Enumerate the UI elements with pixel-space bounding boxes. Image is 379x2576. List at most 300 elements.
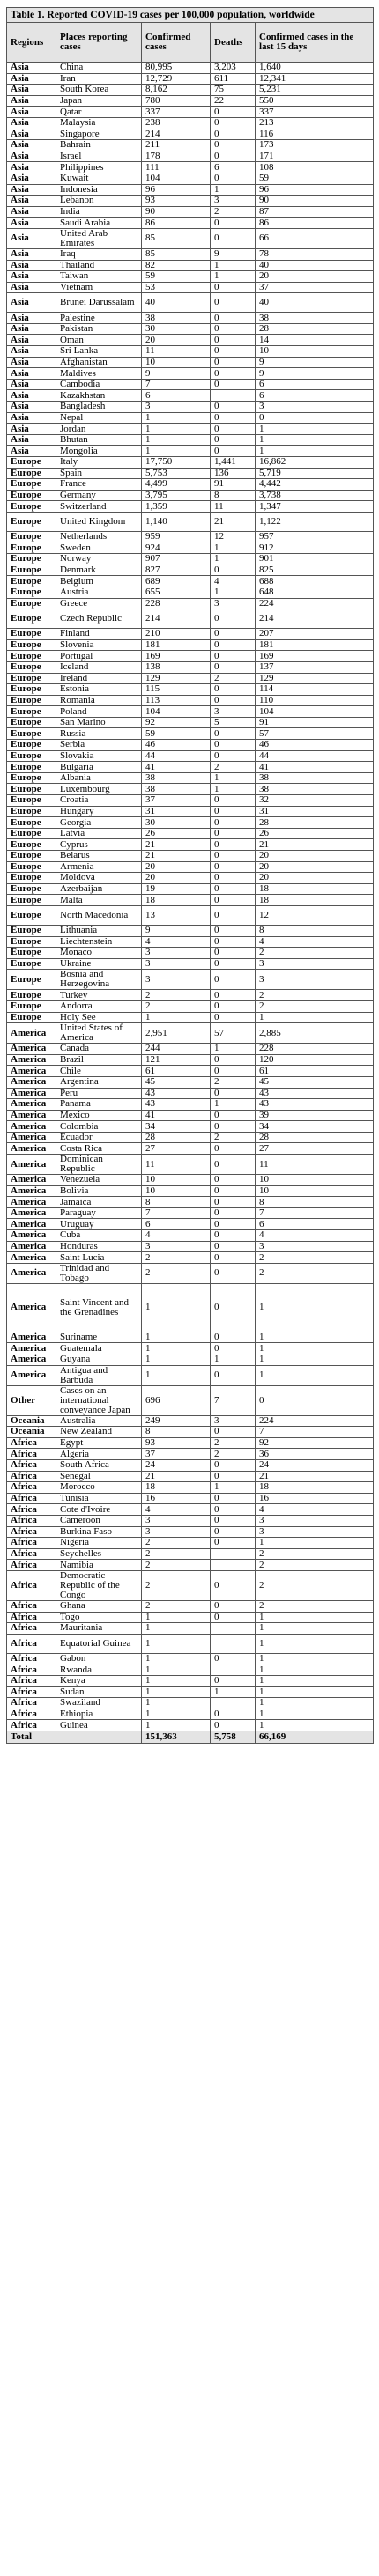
table-row: [7, 1612, 374, 1623]
deaths-cell: 57: [211, 1023, 256, 1044]
confirmed-cell: 4: [142, 1230, 211, 1242]
region-cell: Asia: [7, 85, 56, 96]
deaths-cell: 2: [211, 762, 256, 773]
table-row: [7, 861, 374, 873]
place-cell: North Macedonia: [56, 905, 142, 925]
last-15-days-cell: 173: [256, 140, 374, 151]
confirmed-cell: 59: [142, 271, 211, 283]
last-15-days-cell: 4,442: [256, 479, 374, 491]
table-row: [7, 490, 374, 501]
confirmed-cell: 181: [142, 639, 211, 651]
region-cell: Africa: [7, 1437, 56, 1449]
last-15-days-cell: 43: [256, 1099, 374, 1111]
table-row: [7, 218, 374, 229]
last-15-days-cell: 1: [256, 1687, 374, 1698]
table-row: [7, 1437, 374, 1449]
region-cell: Asia: [7, 218, 56, 229]
total-confirmed: 151,363: [142, 1731, 211, 1743]
deaths-cell: 0: [211, 1197, 256, 1208]
total-label: Total: [7, 1731, 56, 1743]
deaths-cell: 75: [211, 85, 256, 96]
confirmed-cell: 104: [142, 706, 211, 718]
confirmed-cell: 780: [142, 95, 211, 107]
confirmed-cell: 211: [142, 140, 211, 151]
last-15-days-cell: 1: [256, 1538, 374, 1549]
region-cell: America: [7, 1121, 56, 1133]
table-row: [7, 1471, 374, 1482]
last-15-days-cell: 129: [256, 673, 374, 684]
last-15-days-cell: 1,640: [256, 63, 374, 74]
last-15-days-cell: 912: [256, 543, 374, 554]
region-cell: Europe: [7, 661, 56, 673]
region-cell: Africa: [7, 1612, 56, 1623]
deaths-cell: 0: [211, 740, 256, 751]
confirmed-cell: 1: [142, 1698, 211, 1709]
confirmed-cell: 1: [142, 446, 211, 457]
deaths-cell: 0: [211, 1471, 256, 1482]
deaths-cell: 0: [211, 1207, 256, 1219]
region-cell: Africa: [7, 1623, 56, 1635]
confirmed-cell: 27: [142, 1143, 211, 1155]
place-cell: Ghana: [56, 1600, 142, 1612]
place-cell: Pakistan: [56, 323, 142, 335]
region-cell: Africa: [7, 1538, 56, 1549]
place-cell: Nigeria: [56, 1538, 142, 1549]
region-cell: Africa: [7, 1560, 56, 1571]
region-cell: Asia: [7, 63, 56, 74]
place-cell: Burkina Faso: [56, 1526, 142, 1538]
confirmed-cell: 93: [142, 196, 211, 207]
confirmed-cell: 6: [142, 390, 211, 402]
deaths-cell: [211, 390, 256, 402]
table-row: [7, 151, 374, 162]
confirmed-cell: 2: [142, 1570, 211, 1600]
place-cell: Denmark: [56, 565, 142, 576]
confirmed-cell: 121: [142, 1054, 211, 1066]
confirmed-cell: 249: [142, 1415, 211, 1427]
table-row: [7, 554, 374, 565]
confirmed-cell: 3,795: [142, 490, 211, 501]
header-row: [7, 23, 374, 63]
place-cell: Holy See: [56, 1012, 142, 1023]
confirmed-cell: 20: [142, 335, 211, 346]
confirmed-cell: 19: [142, 883, 211, 895]
confirmed-cell: 18: [142, 1482, 211, 1494]
table-row: [7, 1449, 374, 1460]
header-places: Places reporting cases: [56, 23, 142, 63]
last-15-days-cell: 57: [256, 728, 374, 740]
table-row: [7, 651, 374, 662]
deaths-cell: 9: [211, 248, 256, 260]
last-15-days-cell: 78: [256, 248, 374, 260]
place-cell: Mexico: [56, 1110, 142, 1121]
region-cell: Europe: [7, 861, 56, 873]
last-15-days-cell: 2: [256, 1000, 374, 1012]
confirmed-cell: 21: [142, 1471, 211, 1482]
place-cell: Venezuela: [56, 1175, 142, 1186]
deaths-cell: 0: [211, 1143, 256, 1155]
table-row: [7, 948, 374, 959]
region-cell: Europe: [7, 728, 56, 740]
region-cell: Africa: [7, 1515, 56, 1526]
region-cell: Europe: [7, 673, 56, 684]
place-cell: Cote d'Ivoire: [56, 1504, 142, 1516]
last-15-days-cell: 27: [256, 1143, 374, 1155]
region-cell: Africa: [7, 1653, 56, 1664]
table-row: [7, 1560, 374, 1571]
deaths-cell: 0: [211, 661, 256, 673]
table-row: [7, 795, 374, 807]
table-row: [7, 531, 374, 543]
deaths-cell: 0: [211, 1612, 256, 1623]
table-row: [7, 293, 374, 313]
last-15-days-cell: 1: [256, 1653, 374, 1664]
place-cell: Japan: [56, 95, 142, 107]
deaths-cell: 0: [211, 639, 256, 651]
place-cell: Lebanon: [56, 196, 142, 207]
deaths-cell: 0: [211, 684, 256, 696]
region-cell: Europe: [7, 839, 56, 851]
place-cell: Australia: [56, 1415, 142, 1427]
confirmed-cell: 20: [142, 861, 211, 873]
deaths-cell: 1: [211, 1044, 256, 1055]
confirmed-cell: 8,162: [142, 85, 211, 96]
last-15-days-cell: 181: [256, 639, 374, 651]
confirmed-cell: 214: [142, 609, 211, 629]
table-row: [7, 248, 374, 260]
table-row: [7, 1241, 374, 1252]
region-cell: Europe: [7, 990, 56, 1001]
place-cell: Seychelles: [56, 1548, 142, 1560]
region-cell: America: [7, 1185, 56, 1197]
deaths-cell: 0: [211, 1709, 256, 1720]
table-row: [7, 629, 374, 640]
last-15-days-cell: 6: [256, 379, 374, 390]
place-cell: Hungary: [56, 806, 142, 817]
place-cell: Malta: [56, 895, 142, 906]
table-row: [7, 184, 374, 196]
place-cell: Georgia: [56, 817, 142, 829]
last-15-days-cell: 688: [256, 576, 374, 587]
place-cell: South Korea: [56, 85, 142, 96]
last-15-days-cell: 4: [256, 936, 374, 948]
region-cell: America: [7, 1143, 56, 1155]
region-cell: Asia: [7, 402, 56, 413]
region-cell: Asia: [7, 446, 56, 457]
last-15-days-cell: 38: [256, 784, 374, 795]
last-15-days-cell: 21: [256, 1471, 374, 1482]
place-cell: Lithuania: [56, 925, 142, 936]
deaths-cell: 0: [211, 218, 256, 229]
deaths-cell: 0: [211, 1219, 256, 1230]
place-cell: Brazil: [56, 1054, 142, 1066]
last-15-days-cell: 3: [256, 958, 374, 970]
table-row: [7, 1343, 374, 1354]
deaths-cell: 0: [211, 873, 256, 884]
deaths-cell: 2: [211, 673, 256, 684]
place-cell: Peru: [56, 1088, 142, 1099]
confirmed-cell: 11: [142, 1155, 211, 1175]
place-cell: Mauritania: [56, 1623, 142, 1635]
confirmed-cell: 7: [142, 1207, 211, 1219]
deaths-cell: 0: [211, 1121, 256, 1133]
deaths-cell: 0: [211, 1427, 256, 1438]
table-row: [7, 990, 374, 1001]
region-cell: Asia: [7, 196, 56, 207]
confirmed-cell: 337: [142, 107, 211, 118]
region-cell: America: [7, 1263, 56, 1283]
last-15-days-cell: 1: [256, 1365, 374, 1385]
table-row: [7, 140, 374, 151]
confirmed-cell: 113: [142, 695, 211, 706]
last-15-days-cell: 1: [256, 434, 374, 446]
deaths-cell: 1: [211, 784, 256, 795]
deaths-cell: 0: [211, 357, 256, 368]
confirmed-cell: 2,951: [142, 1023, 211, 1044]
confirmed-cell: 1: [142, 1675, 211, 1687]
deaths-cell: 0: [211, 1343, 256, 1354]
table-row: [7, 1332, 374, 1343]
table-row: [7, 1230, 374, 1242]
region-cell: Europe: [7, 512, 56, 531]
last-15-days-cell: 169: [256, 651, 374, 662]
region-cell: Europe: [7, 851, 56, 862]
last-15-days-cell: 18: [256, 895, 374, 906]
deaths-cell: 0: [211, 323, 256, 335]
deaths-cell: 0: [211, 1000, 256, 1012]
table-row: [7, 1076, 374, 1088]
deaths-cell: 0: [211, 948, 256, 959]
confirmed-cell: 17,750: [142, 457, 211, 469]
last-15-days-cell: 3: [256, 970, 374, 990]
last-15-days-cell: 87: [256, 206, 374, 218]
table-row: [7, 1493, 374, 1504]
confirmed-cell: 129: [142, 673, 211, 684]
confirmed-cell: 1: [142, 424, 211, 435]
deaths-cell: 0: [211, 1155, 256, 1175]
confirmed-cell: 21: [142, 851, 211, 862]
deaths-cell: 0: [211, 402, 256, 413]
deaths-cell: 0: [211, 861, 256, 873]
table-row: [7, 85, 374, 96]
last-15-days-cell: 648: [256, 587, 374, 598]
region-cell: Europe: [7, 609, 56, 629]
confirmed-cell: 44: [142, 750, 211, 762]
place-cell: Belgium: [56, 576, 142, 587]
last-15-days-cell: 14: [256, 335, 374, 346]
region-cell: Europe: [7, 554, 56, 565]
deaths-cell: 0: [211, 293, 256, 313]
document-page: [6, 0, 373, 1744]
table-row: [7, 1526, 374, 1538]
place-cell: Kazakhstan: [56, 390, 142, 402]
place-cell: Indonesia: [56, 184, 142, 196]
place-cell: Maldives: [56, 368, 142, 380]
last-15-days-cell: 43: [256, 1088, 374, 1099]
place-cell: Bulgaria: [56, 762, 142, 773]
deaths-cell: 0: [211, 883, 256, 895]
table-row: [7, 1623, 374, 1635]
place-cell: Chile: [56, 1066, 142, 1077]
deaths-cell: [211, 1560, 256, 1571]
last-15-days-cell: 1,122: [256, 512, 374, 531]
last-15-days-cell: 1: [256, 1012, 374, 1023]
last-15-days-cell: 28: [256, 323, 374, 335]
confirmed-cell: 907: [142, 554, 211, 565]
place-cell: Netherlands: [56, 531, 142, 543]
table-row: [7, 1185, 374, 1197]
table-row: [7, 695, 374, 706]
table-row: [7, 1155, 374, 1175]
last-15-days-cell: 120: [256, 1054, 374, 1066]
deaths-cell: 0: [211, 1675, 256, 1687]
last-15-days-cell: 825: [256, 565, 374, 576]
last-15-days-cell: 16: [256, 1493, 374, 1504]
last-15-days-cell: 34: [256, 1121, 374, 1133]
region-cell: Europe: [7, 905, 56, 925]
region-cell: Europe: [7, 970, 56, 990]
confirmed-cell: 9: [142, 925, 211, 936]
confirmed-cell: 11: [142, 346, 211, 358]
confirmed-cell: 37: [142, 795, 211, 807]
last-15-days-cell: 20: [256, 861, 374, 873]
last-15-days-cell: 1: [256, 424, 374, 435]
place-cell: India: [56, 206, 142, 218]
region-cell: Africa: [7, 1482, 56, 1494]
confirmed-cell: 1: [142, 1332, 211, 1343]
region-cell: Asia: [7, 248, 56, 260]
table-row: [7, 661, 374, 673]
place-cell: Azerbaijan: [56, 883, 142, 895]
confirmed-cell: 12,729: [142, 73, 211, 85]
deaths-cell: 22: [211, 95, 256, 107]
confirmed-cell: 2: [142, 1600, 211, 1612]
region-cell: Europe: [7, 1012, 56, 1023]
place-cell: Greece: [56, 598, 142, 609]
region-cell: America: [7, 1332, 56, 1343]
last-15-days-cell: 1: [256, 1634, 374, 1653]
confirmed-cell: 96: [142, 184, 211, 196]
table-row: [7, 1099, 374, 1111]
region-cell: America: [7, 1044, 56, 1055]
table-row: [7, 1000, 374, 1012]
confirmed-cell: 689: [142, 576, 211, 587]
table-row: [7, 206, 374, 218]
place-cell: Taiwan: [56, 271, 142, 283]
place-cell: Egypt: [56, 1437, 142, 1449]
deaths-cell: 0: [211, 412, 256, 424]
place-cell: Israel: [56, 151, 142, 162]
table-row: [7, 970, 374, 990]
region-cell: Asia: [7, 368, 56, 380]
place-cell: Saint Vincent and the Grenadines: [56, 1283, 142, 1332]
region-cell: Europe: [7, 490, 56, 501]
deaths-cell: 0: [211, 107, 256, 118]
deaths-cell: 0: [211, 1493, 256, 1504]
table-row: [7, 1054, 374, 1066]
deaths-cell: [211, 1698, 256, 1709]
last-15-days-cell: 4: [256, 1504, 374, 1516]
last-15-days-cell: 32: [256, 795, 374, 807]
confirmed-cell: 46: [142, 740, 211, 751]
table-row: [7, 501, 374, 513]
deaths-cell: 3: [211, 1415, 256, 1427]
place-cell: Luxembourg: [56, 784, 142, 795]
region-cell: Europe: [7, 565, 56, 576]
last-15-days-cell: 6: [256, 1219, 374, 1230]
confirmed-cell: 20: [142, 873, 211, 884]
deaths-cell: 3: [211, 706, 256, 718]
table-row: [7, 762, 374, 773]
deaths-cell: 0: [211, 1365, 256, 1385]
last-15-days-cell: 20: [256, 873, 374, 884]
region-cell: Europe: [7, 958, 56, 970]
table-row: [7, 839, 374, 851]
place-cell: Qatar: [56, 107, 142, 118]
last-15-days-cell: 1: [256, 1720, 374, 1731]
table-row: [7, 1548, 374, 1560]
deaths-cell: 0: [211, 629, 256, 640]
deaths-cell: 8: [211, 490, 256, 501]
table-row: [7, 806, 374, 817]
last-15-days-cell: 6: [256, 390, 374, 402]
place-cell: Jamaica: [56, 1197, 142, 1208]
region-cell: America: [7, 1197, 56, 1208]
region-cell: Europe: [7, 531, 56, 543]
place-cell: Suriname: [56, 1332, 142, 1343]
region-cell: Europe: [7, 750, 56, 762]
table-row: [7, 1197, 374, 1208]
place-cell: Gabon: [56, 1653, 142, 1664]
table-row: [7, 784, 374, 795]
region-cell: Europe: [7, 651, 56, 662]
region-cell: Europe: [7, 457, 56, 469]
last-15-days-cell: 20: [256, 851, 374, 862]
place-cell: Moldova: [56, 873, 142, 884]
deaths-cell: 1: [211, 587, 256, 598]
confirmed-cell: 1: [142, 412, 211, 424]
deaths-cell: 0: [211, 379, 256, 390]
table-row: [7, 228, 374, 248]
place-cell: Poland: [56, 706, 142, 718]
place-cell: Honduras: [56, 1241, 142, 1252]
place-cell: Iraq: [56, 248, 142, 260]
deaths-cell: 0: [211, 1720, 256, 1731]
confirmed-cell: 3: [142, 1526, 211, 1538]
place-cell: Sweden: [56, 543, 142, 554]
place-cell: Cameroon: [56, 1515, 142, 1526]
deaths-cell: 0: [211, 434, 256, 446]
confirmed-cell: 1,140: [142, 512, 211, 531]
deaths-cell: [211, 1634, 256, 1653]
confirmed-cell: 1: [142, 1623, 211, 1635]
confirmed-cell: 2: [142, 1263, 211, 1283]
confirmed-cell: 2: [142, 1560, 211, 1571]
confirmed-cell: 10: [142, 1185, 211, 1197]
place-cell: Mongolia: [56, 446, 142, 457]
deaths-cell: 0: [211, 750, 256, 762]
confirmed-cell: 93: [142, 1437, 211, 1449]
table-row: [7, 1720, 374, 1731]
deaths-cell: 0: [211, 140, 256, 151]
region-cell: Asia: [7, 434, 56, 446]
place-cell: Andorra: [56, 1000, 142, 1012]
deaths-cell: 3,203: [211, 63, 256, 74]
confirmed-cell: 115: [142, 684, 211, 696]
confirmed-cell: 10: [142, 357, 211, 368]
confirmed-cell: 169: [142, 651, 211, 662]
confirmed-cell: 2: [142, 1548, 211, 1560]
